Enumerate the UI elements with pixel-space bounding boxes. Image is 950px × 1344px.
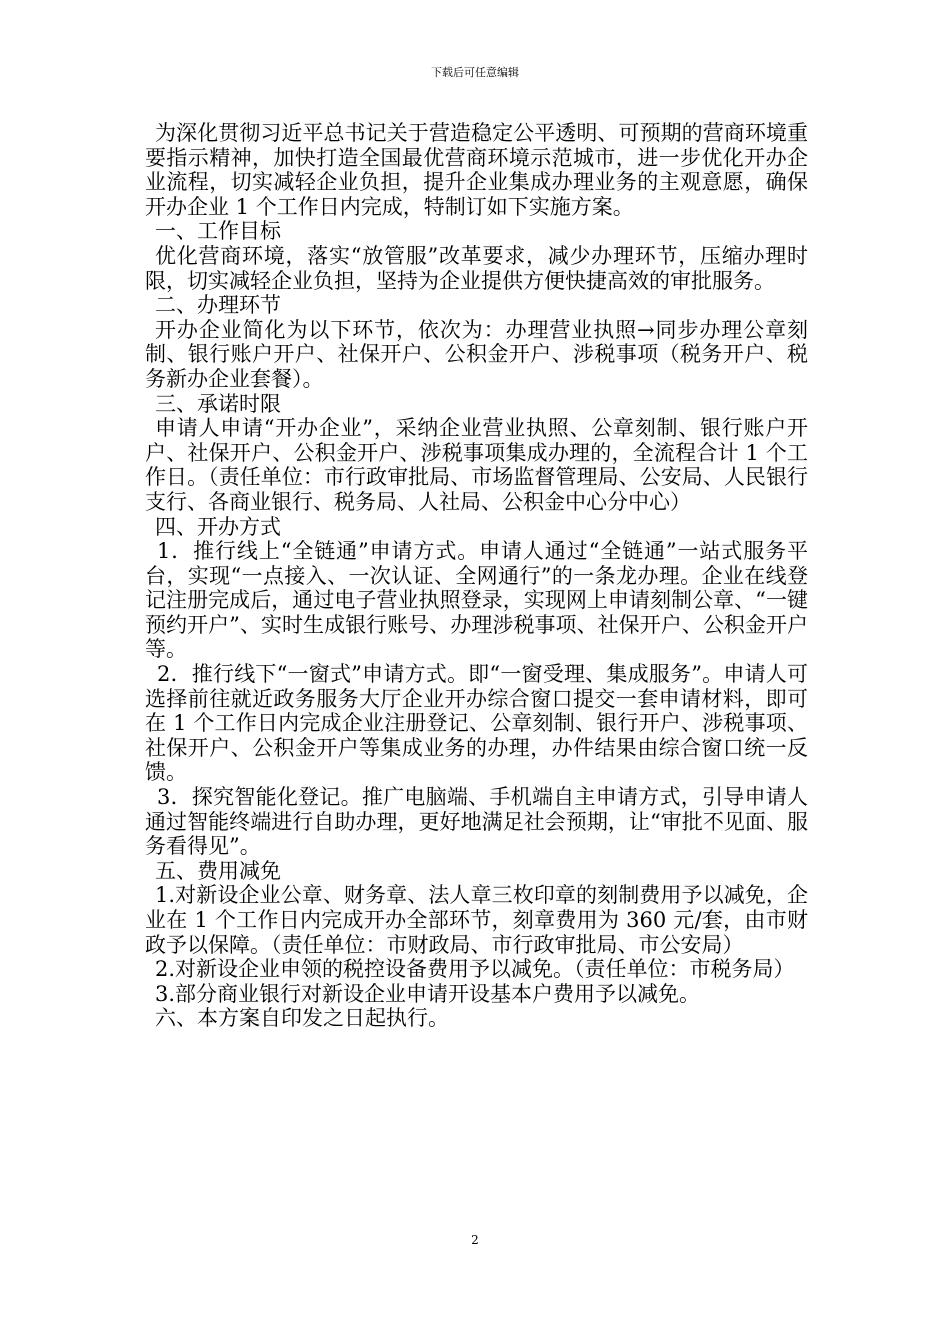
intro-paragraph: 为深化贯彻习近平总书记关于营造稳定公平透明、可预期的营商环境重要指示精神，加快打造全国最优营商环境示范城市，进一步优化开办企业流程，切实减轻企业负担，提升企业集成办理业务的主观意愿，确保开办企业 1 个工作日内完成，特制订如下实施方案。 — [145, 121, 808, 219]
page-header: 下载后可任意编辑 — [431, 66, 519, 79]
section-heading-fees: 五、费用减免 — [155, 858, 281, 883]
timeline-paragraph: 申请人申请“开办企业”，采纳企业营业执照、公章刻制、银行账户开户、社保开户、公积金开户、涉税事项集成办理的，全流程合计 1 个工作日。（责任单位：市行政审批局、市场监督管理局、公安局、人民银行支行、各商业银行、税务局、人社局、公积金中心分中心） — [145, 416, 808, 514]
method-item-2: 2．推行线下“一窗式”申请方式。即“一窗受理、集成服务”。申请人可选择前往就近政务服务大厅企业开办综合窗口提交一套申请材料，即可在 1 个工作日内完成企业注册登记、公章刻制、银行开户、涉税事项、社保开户、公积金开户等集成业务的办理，办件结果由综合窗口统一反馈。 — [145, 662, 808, 785]
section-heading-methods: 四、开办方式 — [155, 514, 281, 539]
section-heading-steps: 二、办理环节 — [155, 293, 281, 318]
section-heading-timeline: 三、承诺时限 — [155, 391, 281, 416]
fee-item-3: 3.部分商业银行对新设企业申请开设基本户费用予以减免。 — [155, 981, 701, 1006]
method-item-3: 3．探究智能化登记。推广电脑端、手机端自主申请方式，引导申请人通过智能终端进行自助办理，更好地满足社会预期，让“审批不见面、服务看得见”。 — [145, 785, 808, 859]
section-heading-goals: 一、工作目标 — [155, 219, 281, 244]
document-body — [145, 121, 808, 1031]
fee-item-2: 2.对新设企业申领的税控设备费用予以减免。（责任单位：市税务局） — [155, 957, 795, 982]
method-item-1: 1．推行线上“全链通”申请方式。申请人通过“全链通”一站式服务平台，实现“一点接入、一次认证、全网通行”的一条龙办理。企业在线登记注册完成后，通过电子营业执照登录，实现网上申请刻制公章、“一键预约开户”、实时生成银行账号、办理涉税事项、社保开户、公积金开户等。 — [145, 539, 808, 662]
fee-item-1: 1.对新设企业公章、财务章、法人章三枚印章的刻制费用予以减免，企业在 1 个工作日内完成开办全部环节，刻章费用为 360 元/套，由市财政予以保障。（责任单位：市财政局、市行政审批局、市公安局） — [145, 883, 808, 957]
goals-paragraph: 优化营商环境，落实“放管服”改革要求，减少办理环节，压缩办理时限，切实减轻企业负担，坚持为企业提供方便快捷高效的审批服务。 — [145, 243, 808, 293]
steps-paragraph: 开办企业简化为以下环节，依次为：办理营业执照→同步办理公章刻制、银行账户开户、社保开户、公积金开户、涉税事项（税务开户、税务新办企业套餐）。 — [145, 317, 808, 391]
page-number: 2 — [471, 1233, 479, 1247]
section-heading-effective: 六、本方案自印发之日起执行。 — [155, 1006, 449, 1031]
